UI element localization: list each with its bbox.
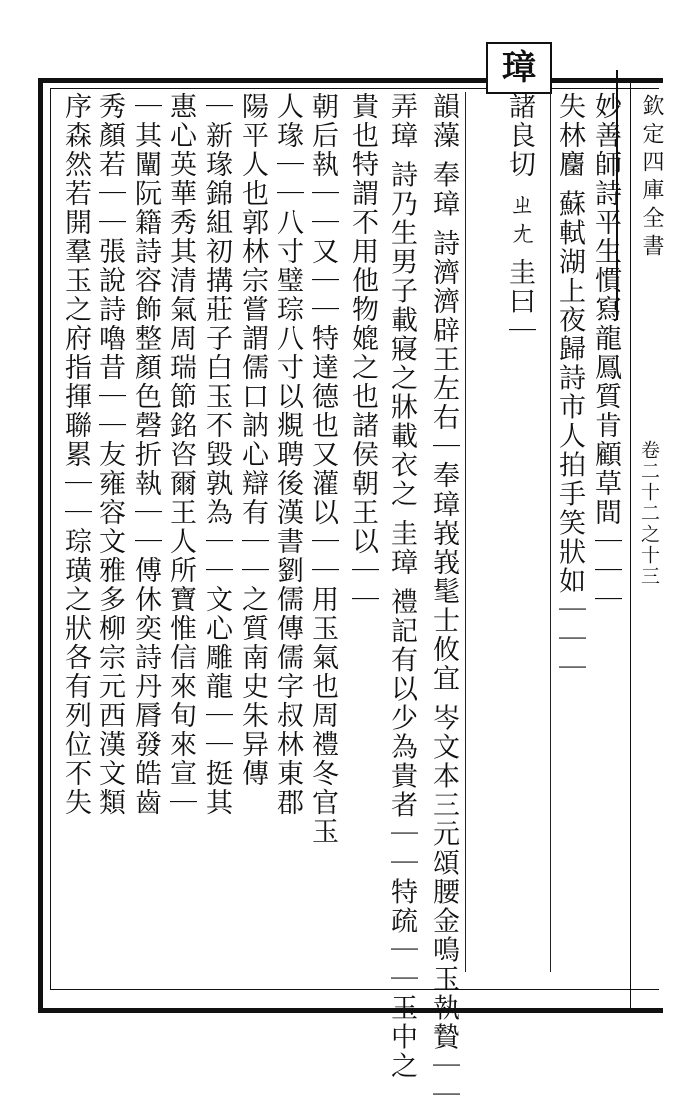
text-column: ｜其闡阮籍詩容飾整顏色磬折執｜｜傅休奕詩丹脣發皓齒 [130, 92, 161, 817]
text-column: 妙善師詩平生慣寫龍鳳質肯顧草間｜｜｜ [590, 92, 621, 614]
text-column: 弄璋 詩乃生男子載寢之牀載衣之 圭璋 禮記有以少為貴者｜｜特疏｜｜玉中之 [386, 92, 417, 1081]
volume-label: 卷二十二之十三 [638, 440, 660, 587]
text-column: 秀顏若｜｜張說詩嚕昔｜｜友雍容文雅多柳宗元西漢文類 [94, 92, 125, 817]
column-rule [550, 92, 551, 972]
text-column: 失林麕 蘇軾湖上夜歸詩市人拍手笑狀如｜｜｜ [554, 92, 585, 683]
text-column: 朝后執｜｜又｜｜特達德也又灌以｜｜用玉氣也周禮冬官玉 [307, 92, 338, 846]
text-column: 諸良切 ㄓㄤ 圭曰｜ [504, 92, 535, 346]
text-column: 人瑑｜｜八寸璧琮八寸以覜聘後漢書劉儒傳儒字叔林東郡 [272, 92, 303, 817]
text-column: 序森然若開羣玉之府指揮聯累｜｜琮璜之狀各有列位不失 [60, 92, 91, 817]
text-column: 惠心英華秀其清氣周瑞節銘咨爾王人所寶惟信來旬來宣｜ [165, 92, 196, 817]
text-column: 韻藻 奉璋 詩濟濟辟王左右｜奉璋峩峩髦士攸宜 岑文本三元頌腰金鳴玉執贄｜｜ [428, 92, 459, 1110]
column-rule [465, 92, 466, 972]
text-column: 貴也特謂不用他物媲之也諸侯朝王以｜｜ [347, 92, 378, 614]
entry-heading: 璋 [486, 42, 552, 94]
book-title: 欽定四庫全書 [639, 94, 664, 262]
text-column: 陽平人也郭林宗嘗謂儒口訥心辯有｜｜之質南史朱异傳 [237, 92, 268, 788]
text-column: ｜新瑑錦組初搆莊子白玉不毀孰為｜｜文心雕龍｜｜挺其 [201, 92, 232, 817]
